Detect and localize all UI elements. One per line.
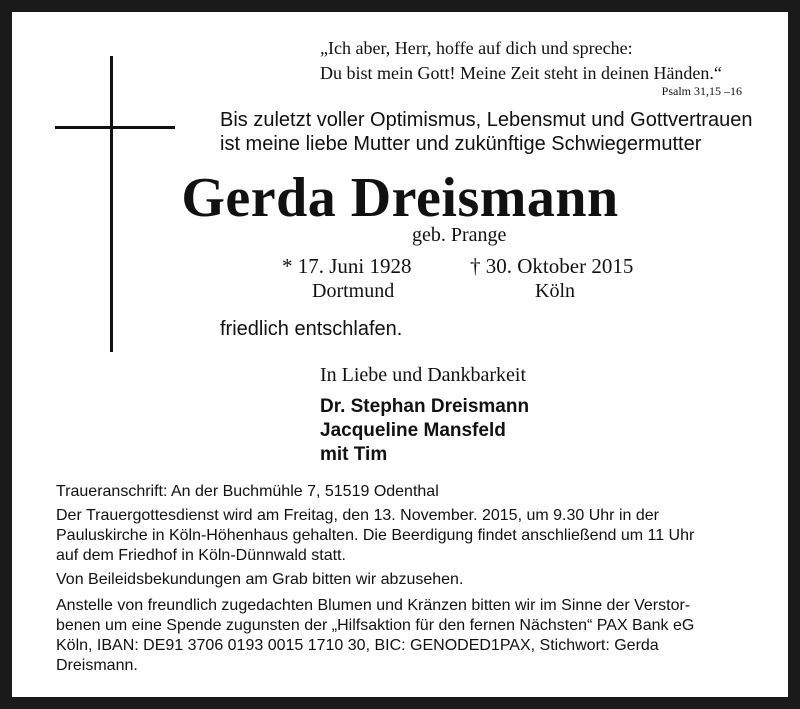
birth-date: * 17. Juni 1928 bbox=[282, 254, 412, 278]
donation-line: Anstelle von freundlich zugedachten Blumen und Kränzen bitten wir im Sinne der Verstor- bbox=[56, 597, 691, 614]
intro-line-1: Bis zuletzt voller Optimismus, Lebensmut und Gottvertrauen bbox=[220, 109, 753, 131]
death-date: † 30. Oktober 2015 bbox=[470, 254, 634, 278]
donation-line: benen um eine Spende zugunsten der „Hilfsaktion für den fernen Nächsten“ PAX Bank eG bbox=[56, 617, 695, 634]
mourning-address: Traueranschrift: An der Buchmühle 7, 51519 Odenthal bbox=[56, 483, 439, 500]
service-line: Pauluskirche in Köln-Höhenhaus gehalten. Die Beerdigung findet anschließend um 11 Uhr bbox=[56, 527, 695, 544]
psalm-quote bbox=[320, 36, 722, 86]
intro-text bbox=[220, 108, 752, 156]
service-line: Der Trauergottesdienst wird am Freitag, den 13. November. 2015, um 9.30 Uhr in der bbox=[56, 507, 659, 524]
death-place: Köln bbox=[535, 280, 575, 302]
mourner-name: Jacqueline Mansfeld bbox=[320, 420, 506, 441]
passing-text: friedlich entschlafen. bbox=[220, 318, 403, 340]
donation-line: Köln, IBAN: DE91 3706 0193 0015 1710 30, BIC: GENODED1PAX, Stichwort: Gerda bbox=[56, 637, 659, 654]
psalm-line-1: „Ich aber, Herr, hoffe auf dich und spreche: bbox=[320, 38, 633, 58]
mourner-name: mit Tim bbox=[320, 444, 388, 465]
service-details bbox=[56, 506, 748, 566]
donation-line: Dreismann. bbox=[56, 657, 138, 674]
mourners-intro: In Liebe und Dankbarkeit bbox=[320, 364, 527, 386]
service-line: auf dem Friedhof in Köln-Dünnwald statt. bbox=[56, 547, 346, 564]
psalm-reference: Psalm 31,15 –16 bbox=[661, 84, 742, 98]
deceased-name: Gerda Dreismann bbox=[181, 167, 619, 229]
donation-request bbox=[56, 596, 748, 676]
mourner-name: Dr. Stephan Dreismann bbox=[320, 396, 530, 417]
condolence-note: Von Beileidsbekundungen am Grab bitten wir abzusehen. bbox=[56, 571, 464, 588]
maiden-name: geb. Prange bbox=[412, 224, 507, 246]
cross-horizontal-bar bbox=[55, 126, 175, 129]
psalm-line-2: Du bist mein Gott! Meine Zeit steht in deinen Händen.“ bbox=[320, 63, 722, 83]
birth-place: Dortmund bbox=[312, 280, 395, 302]
intro-line-2: ist meine liebe Mutter und zukünftige Schwiegermutter bbox=[220, 133, 702, 155]
